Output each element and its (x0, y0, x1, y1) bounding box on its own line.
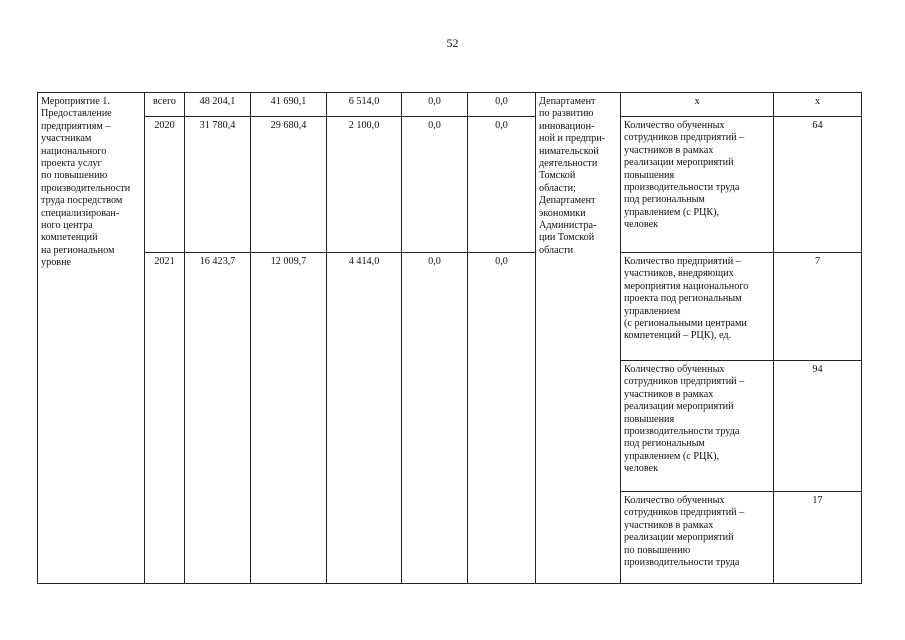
indicator-line: Количество обученных (624, 495, 725, 506)
event-name-line: национального (41, 145, 107, 157)
indicator-line: сотрудников предприятий – (624, 376, 745, 388)
indicator-line: человек (624, 463, 659, 475)
amount-cell: 0,0 (402, 117, 468, 253)
amount-cell: 29 680,4 (251, 117, 327, 253)
indicator-value-cell: 94 (774, 361, 862, 492)
indicator-line: участников в рамках (624, 388, 714, 400)
indicator-value-cell: х (774, 93, 862, 117)
event-name-line: участникам (41, 133, 92, 145)
indicator-line: производительности труда (624, 557, 740, 569)
indicator-line: Количество обученных (624, 120, 725, 131)
executor-line: Администра- (539, 220, 597, 232)
amount-cell: 0,0 (468, 117, 536, 253)
indicator-line: Количество обученных (624, 364, 725, 375)
indicator-line: мероприятия национального (624, 280, 749, 292)
executor-line: по развитию (539, 108, 594, 120)
amount-cell: 31 780,4 (185, 117, 251, 253)
indicator-line: под региональным (624, 438, 705, 450)
amount-cell: 0,0 (402, 253, 468, 584)
indicator-line: производительности труда (624, 426, 740, 438)
amount-cell: 0,0 (468, 253, 536, 584)
amount-cell: 16 423,7 (185, 253, 251, 584)
executor-line: экономики (539, 207, 586, 219)
indicator-line: управлением (624, 305, 681, 317)
amount-cell: 0,0 (468, 93, 536, 117)
executor-line: Томской (539, 170, 576, 182)
indicator-line: участников в рамках (624, 144, 714, 156)
event-name-line: Предоставление (41, 108, 112, 120)
indicator-line: человек (624, 219, 659, 231)
event-name-line: по повышению (41, 170, 108, 182)
event-name-line: проекта услуг (41, 158, 102, 170)
executor-cell (536, 93, 621, 584)
indicator-line: управлением (с РЦК), (624, 206, 720, 218)
indicator-line: сотрудников предприятий – (624, 132, 745, 144)
indicator-line: производительности труда (624, 182, 740, 194)
indicator-line: под региональным (624, 194, 705, 206)
event-name-line: Мероприятие 1. (41, 96, 110, 107)
program-table (37, 92, 862, 584)
indicator-line: управлением (с РЦК), (624, 450, 720, 462)
year-cell: 2021 (145, 253, 185, 584)
executor-line: ной и предпри- (539, 133, 606, 145)
executor-line: нимательской (539, 145, 599, 157)
year-cell: всего (145, 93, 185, 117)
event-name-line: ного центра (41, 220, 93, 232)
event-name-cell (38, 93, 145, 584)
executor-line: Департамент (539, 96, 596, 107)
event-name-line: труда посредством (41, 195, 123, 207)
indicator-line: (с региональными центрами (624, 318, 747, 330)
page-number: 52 (446, 36, 459, 50)
indicator-value-cell: 64 (774, 117, 862, 253)
indicator-line: сотрудников предприятий – (624, 507, 745, 519)
executor-line: области (539, 244, 574, 256)
amount-cell: 12 009,7 (251, 253, 327, 584)
executor-line: Департамент (539, 195, 596, 207)
executor-line: деятельности (539, 158, 598, 170)
event-name-line: на региональном (41, 244, 115, 256)
amount-cell: 0,0 (402, 93, 468, 117)
indicator-line: повышения (624, 413, 675, 425)
indicator-line: участников, внедряющих (624, 268, 734, 280)
amount-cell: 6 514,0 (327, 93, 402, 117)
year-cell: 2020 (145, 117, 185, 253)
indicator-line: участников в рамках (624, 519, 714, 531)
indicator-line: реализации мероприятий (624, 401, 734, 413)
event-name-line: производительности (41, 182, 131, 194)
indicator-value-cell: 17 (774, 492, 862, 584)
table-row-2020 (38, 117, 862, 253)
event-name-line: предприятиям – (41, 120, 111, 132)
table-row-2021 (38, 253, 862, 361)
indicator-line: Количество предприятий – (624, 256, 741, 267)
indicator-line: реализации мероприятий (624, 157, 734, 169)
indicator-value-cell: 7 (774, 253, 862, 361)
indicator-name-cell: х (621, 93, 774, 117)
amount-cell: 4 414,0 (327, 253, 402, 584)
event-name-line: специализирован- (41, 207, 120, 219)
event-name-line: уровне (41, 257, 72, 269)
indicator-line: повышения (624, 169, 675, 181)
indicator-line: компетенций – РЦК), ед. (624, 330, 732, 342)
indicator-name-cell (621, 361, 774, 492)
table-row-total (38, 93, 862, 117)
amount-cell: 48 204,1 (185, 93, 251, 117)
executor-line: ции Томской (539, 232, 595, 244)
indicator-name-cell (621, 492, 774, 584)
indicator-name-cell (621, 253, 774, 361)
indicator-line: реализации мероприятий (624, 532, 734, 544)
executor-line: инновацион- (539, 120, 595, 132)
event-name-line: компетенций (41, 232, 98, 244)
indicator-line: по повышению (624, 544, 691, 556)
indicator-name-cell (621, 117, 774, 253)
indicator-line: проекта под региональным (624, 293, 742, 305)
amount-cell: 41 690,1 (251, 93, 327, 117)
amount-cell: 2 100,0 (327, 117, 402, 253)
executor-line: области; (539, 182, 576, 194)
